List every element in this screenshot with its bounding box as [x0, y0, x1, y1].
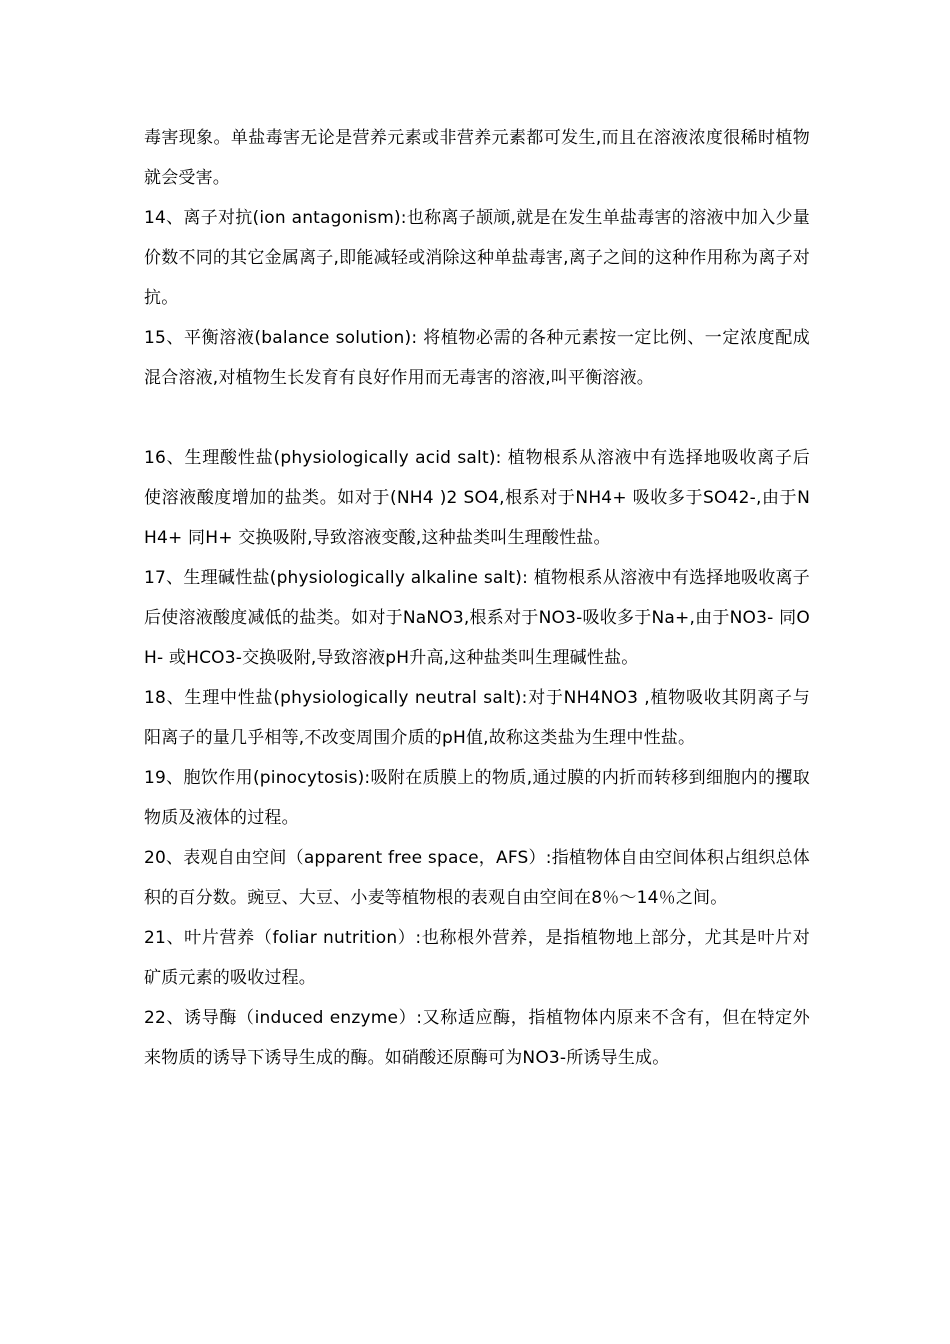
paragraph-19-pinocytosis: 19、胞饮作用(pinocytosis):吸附在质膜上的物质,通过膜的内折而转移到细胞内的攫取物质及液体的过程。 [144, 768, 810, 828]
paragraph-16-physiologically-acid-salt: 16、生理酸性盐(physiologically acid salt): 植物根系从溶液中有选择地吸收离子后使溶液酸度增加的盐类。如对于(NH4 )2 SO4,根系对于NH4+ 吸收多于SO42-,由于NH4+ 同H+ 交换吸附,导致溶液变酸,这种盐类叫生理酸性盐。 [144, 448, 810, 548]
body-text [144, 118, 810, 1078]
paragraph-14-ion-antagonism: 14、离子对抗(ion antagonism):也称离子颉颃,就是在发生单盐毒害的溶液中加入少量价数不同的其它金属离子,即能减轻或消除这种单盐毒害,离子之间的这种作用称为离子对抗。 [144, 208, 810, 308]
paragraph-continuation: 毒害现象。单盐毒害无论是营养元素或非营养元素都可发生,而且在溶液浓度很稀时植物就会受害。 [144, 128, 810, 188]
paragraph-15-balance-solution: 15、平衡溶液(balance solution): 将植物必需的各种元素按一定比例、一定浓度配成混合溶液,对植物生长发育有良好作用而无毒害的溶液,叫平衡溶液。 [144, 328, 810, 388]
paragraph-18-physiologically-neutral-salt: 18、生理中性盐(physiologically neutral salt):对于NH4NO3 ,植物吸收其阴离子与阳离子的量几乎相等,不改变周围介质的pH值,故称这类盐为生理中性盐。 [144, 688, 810, 748]
paragraph-17-physiologically-alkaline-salt: 17、生理碱性盐(physiologically alkaline salt): 植物根系从溶液中有选择地吸收离子后使溶液酸度减低的盐类。如对于NaNO3,根系对于NO3-吸收多于Na+,由于NO3- 同OH- 或HCO3-交换吸附,导致溶液pH升高,这种盐类叫生理碱性盐。 [144, 568, 810, 668]
paragraph-22-induced-enzyme: 22、诱导酶（induced enzyme）:又称适应酶，指植物体内原来不含有，但在特定外来物质的诱导下诱导生成的酶。如硝酸还原酶可为NO3-所诱导生成。 [144, 1008, 810, 1068]
paragraph-21-foliar-nutrition: 21、叶片营养（foliar nutrition）:也称根外营养，是指植物地上部分，尤其是叶片对矿质元素的吸收过程。 [144, 928, 810, 988]
paragraph-20-apparent-free-space: 20、表观自由空间（apparent free space，AFS）:指植物体自由空间体积占组织总体积的百分数。豌豆、大豆、小麦等植物根的表观自由空间在8％～14％之间。 [144, 848, 810, 908]
